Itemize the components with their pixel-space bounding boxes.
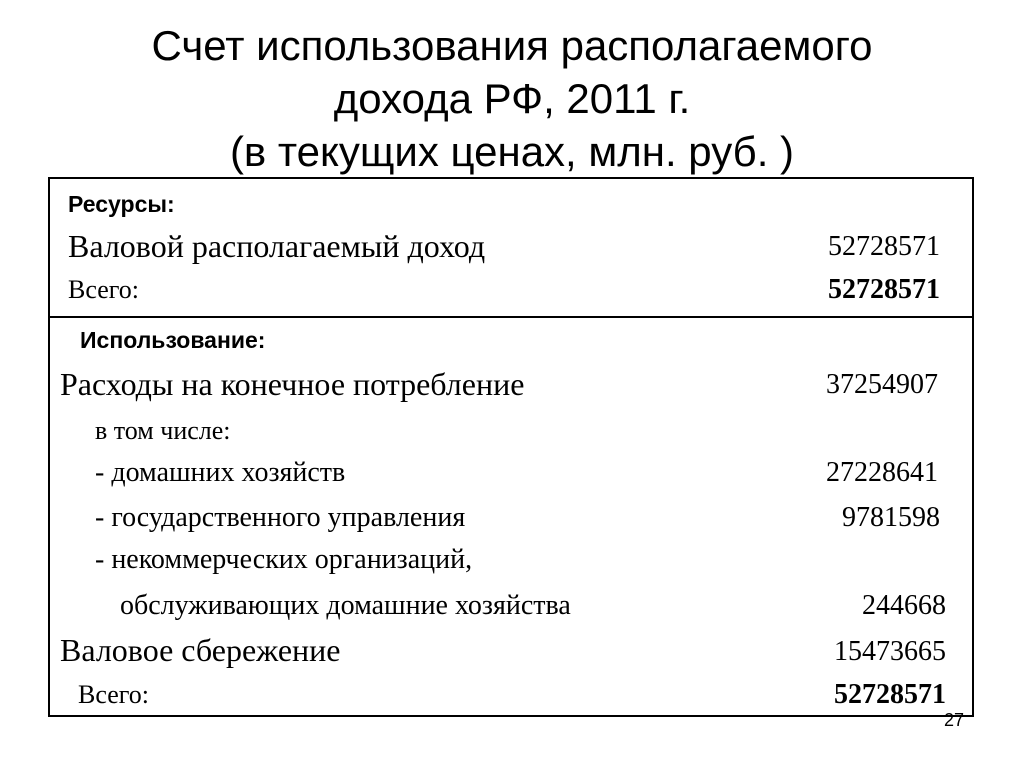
government-label: - государственного управления [95, 502, 466, 533]
page-title-line-2: дохода РФ, 2011 г. [333, 75, 691, 122]
npish-value: 244668 [862, 590, 946, 621]
gross-disposable-income-value: 52728571 [828, 231, 940, 262]
npish-label-line-1: - некоммерческих организаций, [95, 544, 473, 575]
page-title-line-1: Счет использования располагаемого [151, 22, 873, 69]
government-value: 9781598 [842, 502, 940, 533]
resources-total-label: Всего: [68, 275, 139, 304]
npish-label-line-2: обслуживающих домашние хозяйства [120, 590, 571, 621]
page-title-line-3: (в текущих ценах, млн. руб. ) [229, 128, 795, 175]
including-label: в том числе: [95, 416, 231, 445]
uses-total-value: 52728571 [834, 679, 946, 710]
households-value: 27228641 [826, 457, 938, 488]
uses-heading: Использование: [80, 327, 266, 353]
section-divider [48, 316, 974, 318]
uses-total-label: Всего: [78, 680, 149, 709]
gross-disposable-income-label: Валовой располагаемый доход [68, 228, 486, 264]
final-consumption-label: Расходы на конечное потребление [60, 366, 525, 402]
resources-total-value: 52728571 [828, 274, 940, 305]
gross-saving-value: 15473665 [834, 636, 946, 667]
gross-saving-label: Валовое сбережение [60, 632, 341, 668]
page-number: 27 [944, 710, 965, 730]
resources-heading: Ресурсы: [68, 191, 175, 217]
households-label: - домашних хозяйств [95, 457, 346, 488]
final-consumption-value: 37254907 [826, 369, 938, 400]
